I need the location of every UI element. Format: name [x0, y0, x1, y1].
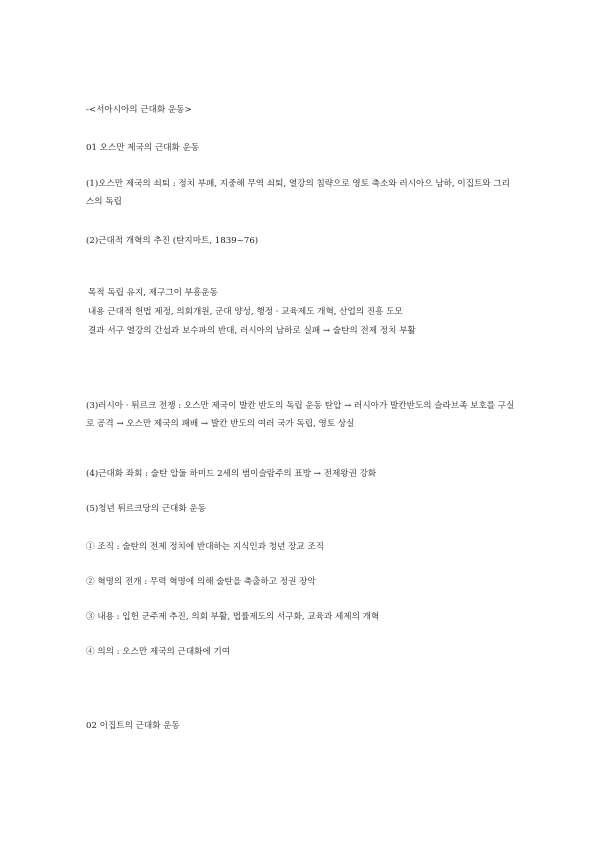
- paragraph-modernization-setback: (4)근대화 좌회 : 술탄 압둘 하미드 2세의 범이슬람주의 표방 → 전제왕권 강화: [86, 469, 377, 479]
- list-item-content: ③ 내용 : 입헌 군주제 추진, 의회 부활, 법률제도의 서구화, 교육과 세제의 개혁: [86, 612, 380, 622]
- section-heading-ottoman: 01 오스만 제국의 근대화 운동: [86, 143, 200, 153]
- document-title: -<서아시아의 근대화 운동>: [86, 105, 192, 115]
- tanzimat-content: 내용 근대적 헌법 제정, 의회개원, 군대 양성, 행정 · 교육제도 개혁, 산업의 진흥 도모: [88, 307, 403, 317]
- paragraph-young-turks: (5)청년 튀르크당의 근대화 운동: [86, 504, 206, 514]
- section-heading-egypt: 02 이집트의 근대화 운동: [86, 721, 180, 731]
- list-item-revolution: ② 혁명의 전개 : 무력 혁명에 의해 술탄을 축출하고 정권 장악: [86, 577, 316, 587]
- paragraph-tanzimat: (2)근대적 개혁의 추진 (탄지마트, 1839~76): [86, 236, 259, 246]
- list-item-organization: ① 조직 : 술탄의 전제 정치에 반대하는 지식인과 청년 장교 조직: [86, 542, 325, 552]
- paragraph-russo-turkish-war: (3)러시아 · 튀르크 전쟁 : 오스만 제국이 발칸 반도의 독립 운동 탄압 → 러시아가 발칸반도의 슬라브족 보호를 구실로 공격 → 오스만 제국의 패배 → 발칸 반도의 여러 국가 독립, 영토 상실: [86, 401, 515, 429]
- tanzimat-result: 결과 서구 열강의 간섭과 보수파의 반대, 러시아의 남하로 실패 → 술탄의 전제 정치 부활: [88, 326, 416, 336]
- tanzimat-purpose: 목적 독립 유지, 제구그이 부흥운동: [88, 288, 218, 298]
- paragraph-ottoman-decline: (1)오스만 제국의 쇠퇴 : 정치 부패, 지중해 무역 쇠퇴, 열강의 침략으로 영토 축소와 러시아으 남하, 이집트와 그리스의 독립: [86, 179, 510, 207]
- list-item-significance: ④ 의의 : 오스만 제국의 근대화에 기여: [86, 647, 231, 657]
